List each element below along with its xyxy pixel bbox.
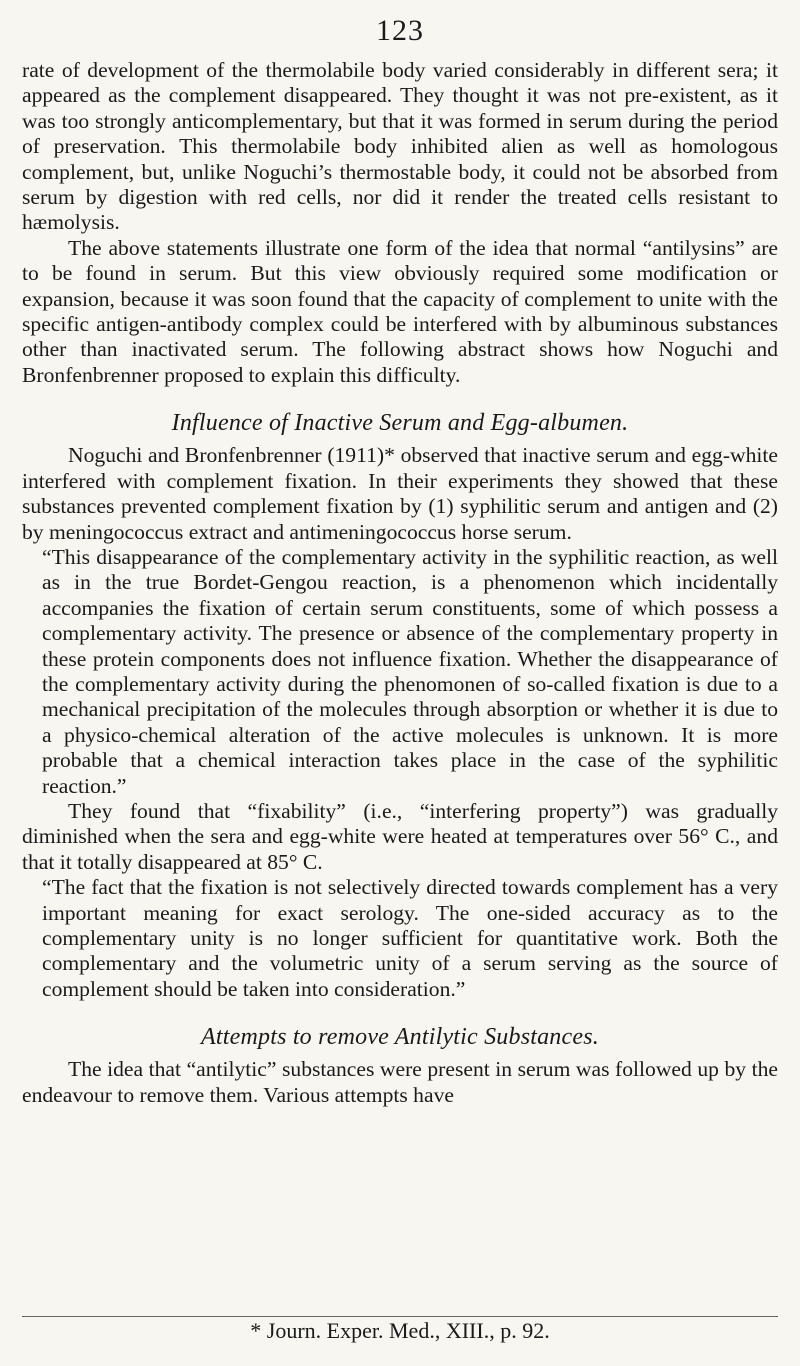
section-heading-antilytic: Attempts to remove Antilytic Substances. (201, 1024, 599, 1051)
page-number: 123 (376, 14, 424, 47)
paragraph-antilytic-substances: The idea that “antilytic” substances were present in serum was followed up by the endeavour to remove them. Various attempts have (22, 1057, 778, 1107)
paragraph-fixability: They found that “fixability” (i.e., “interfering property”) was gradually diminished when the sera and egg-white were heated at temperatures over 56° C., and that it totally disappeared at 85° C. (22, 798, 778, 874)
paragraph-noguchi-bronfenbrenner: Noguchi and Bronfenbrenner (1911)* observed that inactive serum and egg-white interfered with complement fixation. In their experiments they showed that these substances prevented complement fixation by (1) syphilitic serum and antigen and (2) by meningococcus extract and antimeningococcus horse serum. (22, 443, 778, 544)
quote-text-complement: “The fact that the fixation is not selectively directed towards complement has a very important meaning for exact serology. The one-sided accuracy as to the complementary unity is no longer sufficient for quantitative work. Both the complementary and the volumetric unity of a serum serving as the source of complement should be taken into consideration.” (42, 875, 778, 1001)
quote-text-syphilitic: “This disappearance of the complementary activity in the syphilitic reaction, as well as in the true Bordet-Gengou reaction, is a phenomenon which incidentally accompanies the fixation of certain serum constituents, some of which possess a complementary activity. The presence or absence of the complementary property in these protein components does not influence fixation. Whether the disappearance of the complementary activity during the phenomonen of so-called fixation is due to a mechanical precipitation of the molecules through absorption or whether it is due to a physico-chemical alteration of the active molecules is unknown. It is more probable that a chemical interaction takes place in the case of the syphilitic reaction.” (42, 544, 778, 798)
paragraph-continuation: rate of development of the thermolabile body varied considerably in different sera; it appeared as the complement disappeared. They thought it was not pre-existent, as it was too strongly anticomplementary, but that it was formed in serum during the period of preservation. This thermolabile body inhibited alien as well as homologous complement, but, unlike Noguchi’s thermostable body, it could not be absorbed from serum by digestion with red cells, nor did it render the treated cells resistant to hæmolysis. (22, 58, 778, 235)
footnote-divider (22, 1316, 778, 1317)
block-quote-complement (22, 875, 778, 1002)
paragraph-antilysins: The above statements illustrate one form of the idea that normal “antilysins” are to be found in serum. But this view obviously required some modification or expansion, because it was soon found that the capacity of complement to unite with the specific antigen-antibody complex could be interfered with by albuminous substances other than inactivated serum. The following abstract shows how Noguchi and Bronfenbrenner proposed to explain this difficulty. (22, 235, 778, 387)
footnote: * Journ. Exper. Med., XIII., p. 92. (250, 1318, 550, 1343)
section-heading-inactive-serum: Influence of Inactive Serum and Egg-albumen. (171, 410, 629, 437)
block-quote-syphilitic (22, 545, 778, 799)
body-text (22, 58, 778, 1108)
